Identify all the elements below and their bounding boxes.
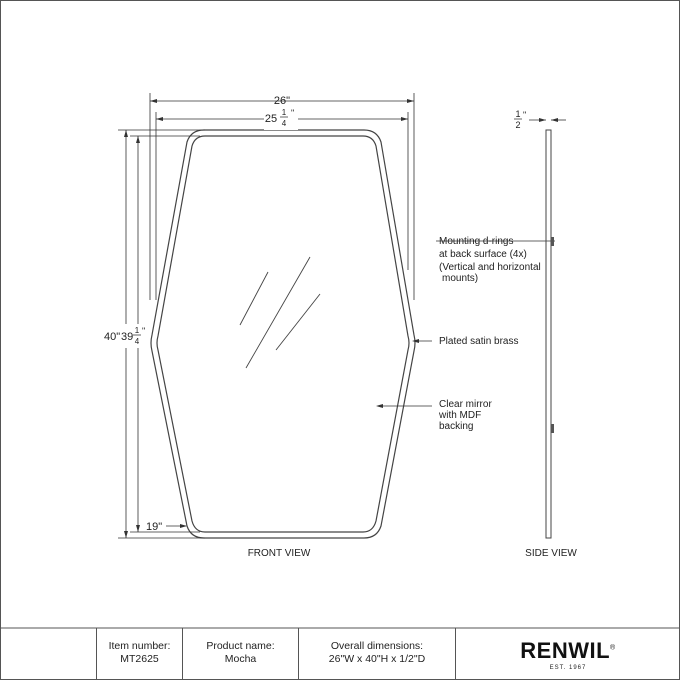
depth-frac-num: 1 xyxy=(515,109,521,119)
mirror-callout-line-2: with MDF xyxy=(439,410,482,421)
overall-dimensions-value: 26"W x 40"H x 1/2"D xyxy=(328,653,426,665)
brand-registered-mark: ® xyxy=(610,644,616,652)
inner-width-frac-num: 1 xyxy=(281,108,287,117)
mounting-callout-line-1: Mounting d-rings xyxy=(439,236,514,247)
inner-height-inch-mark: " xyxy=(142,326,146,336)
mounting-callout xyxy=(439,236,544,284)
brand-logo xyxy=(456,638,680,664)
item-number-label: Item number: xyxy=(108,640,171,652)
side-view-profile xyxy=(546,130,554,538)
mirror-callout-line-1: Clear mirror xyxy=(439,399,492,410)
mounting-callout-line-4: mounts) xyxy=(442,273,479,284)
side-view-label: SIDE VIEW xyxy=(525,548,577,559)
depth-frac-den: 2 xyxy=(515,120,521,130)
item-number-cell xyxy=(96,628,182,679)
inner-width-inch-mark: " xyxy=(291,108,295,118)
inner-height-frac-num: 1 xyxy=(134,326,140,335)
inner-width-frac-den: 4 xyxy=(281,119,287,128)
inner-width-whole: 25 xyxy=(264,113,278,125)
d-ring-upper xyxy=(551,237,554,246)
depth-inch-mark: " xyxy=(523,110,527,120)
mirror-reflection-lines xyxy=(240,257,320,368)
side-height-label: 19" xyxy=(146,521,163,533)
overall-width-label: 26" xyxy=(273,95,291,107)
overall-dimensions-cell xyxy=(298,628,455,679)
mirror-callout-line-3: backing xyxy=(439,421,474,432)
sheet-border xyxy=(1,1,680,680)
mirror-callout xyxy=(438,399,495,432)
inner-width-label xyxy=(264,108,298,130)
finish-callout: Plated satin brass xyxy=(439,336,519,347)
mounting-callout-line-2: at back surface (4x) xyxy=(439,249,527,260)
width-dimension-25-1-4 xyxy=(156,112,408,300)
front-view-label: FRONT VIEW xyxy=(247,548,311,559)
depth-dimension xyxy=(514,109,566,130)
side-dimension-19 xyxy=(166,524,187,528)
product-name-label: Product name: xyxy=(206,640,275,652)
mirror-frame xyxy=(151,130,415,538)
brand-established: EST. 1967 xyxy=(549,665,587,671)
product-name-cell xyxy=(182,628,298,679)
d-ring-lower xyxy=(551,424,554,433)
inner-height-frac-den: 4 xyxy=(134,337,140,346)
product-name-value: Mocha xyxy=(224,653,257,665)
height-labels xyxy=(104,324,150,348)
item-number-value: MT2625 xyxy=(120,653,159,665)
inner-height-whole: 39 xyxy=(121,331,134,343)
brand-cell xyxy=(455,628,680,679)
overall-height-label: 40" xyxy=(104,331,121,343)
mounting-callout-line-3: (Vertical and horizontal xyxy=(439,262,541,273)
brand-name: RENWIL xyxy=(520,638,611,663)
overall-dimensions-label: Overall dimensions: xyxy=(330,640,424,652)
